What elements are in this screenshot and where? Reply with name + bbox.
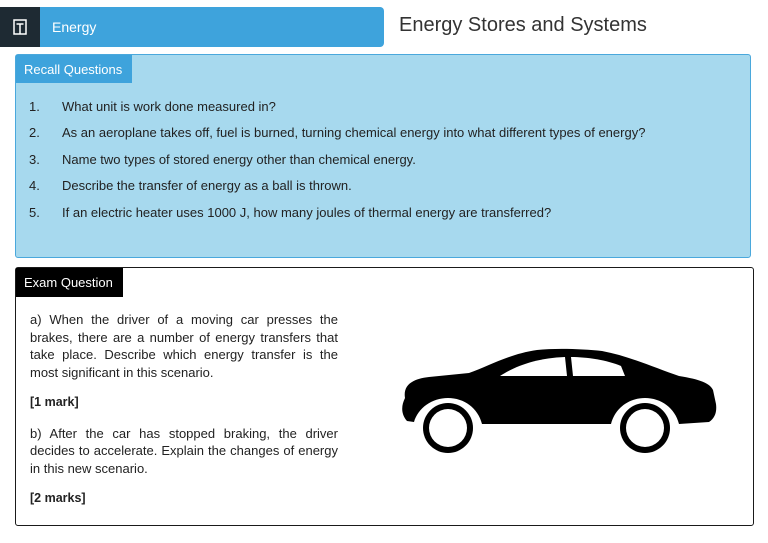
question-text: If an electric heater uses 1000 J, how many joules of thermal energy are transferred? bbox=[62, 204, 552, 220]
question-number: 5. bbox=[29, 204, 40, 220]
exam-part-b-marks: [2 marks] bbox=[30, 491, 86, 505]
recall-question-item bbox=[29, 146, 645, 173]
recall-question-item bbox=[29, 199, 645, 226]
exam-part-b: b) After the car has stopped braking, the driver decides to accelerate. Explain the changes of energy in this new scenario. bbox=[30, 425, 338, 476]
page-title: Energy Stores and Systems bbox=[399, 14, 647, 36]
topic-label: Energy bbox=[52, 19, 97, 35]
question-number: 4. bbox=[29, 178, 40, 194]
exam-part-a-marks: [1 mark] bbox=[30, 395, 79, 409]
question-number: 2. bbox=[29, 125, 40, 141]
question-text: Name two types of stored energy other than chemical energy. bbox=[62, 151, 416, 167]
question-text: What unit is work done measured in? bbox=[62, 98, 276, 114]
recall-question-item bbox=[29, 120, 645, 147]
question-text: As an aeroplane takes off, fuel is burned, turning chemical energy into what different types of energy? bbox=[62, 125, 646, 141]
topic-header bbox=[0, 7, 384, 47]
recall-questions-label: Recall Questions bbox=[16, 55, 132, 83]
recall-question-item bbox=[29, 173, 645, 200]
question-text: Describe the transfer of energy as a ball is thrown. bbox=[62, 178, 352, 194]
book-icon bbox=[0, 7, 40, 47]
recall-question-item bbox=[29, 93, 645, 120]
exam-part-a: a) When the driver of a moving car presses the brakes, there are a number of energy transfers that take place. Describe which energy transfer is the most significant in this scenario. bbox=[30, 312, 338, 380]
exam-question-label: Exam Question bbox=[16, 268, 123, 297]
recall-questions-panel bbox=[15, 54, 751, 258]
car-silhouette-icon bbox=[397, 346, 719, 454]
question-number: 3. bbox=[29, 151, 40, 167]
exam-question-text bbox=[30, 311, 338, 508]
question-number: 1. bbox=[29, 98, 40, 114]
recall-question-list bbox=[29, 93, 645, 226]
